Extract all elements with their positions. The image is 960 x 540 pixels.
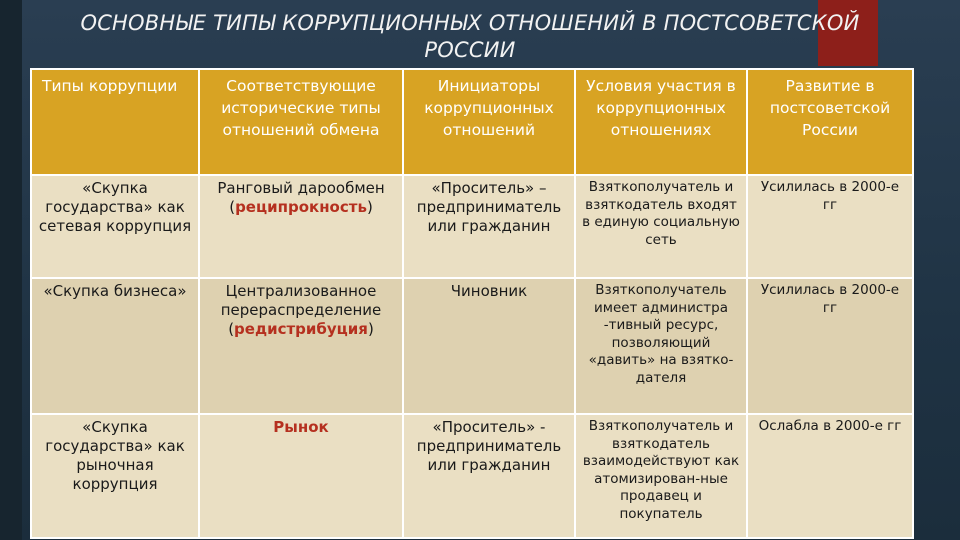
cell-development: Усилилась в 2000-е гг (747, 175, 913, 278)
header-exchange-types: Соответствующие исторические типы отношений обмена (199, 69, 403, 175)
exchange-text: Централизованное перераспределение ( (220, 282, 382, 338)
exchange-highlight: реципрокность (235, 198, 367, 216)
table-row (31, 175, 913, 278)
corruption-types-table (30, 68, 914, 539)
cell-initiators: «Проситель» – предприниматель или гражданин (403, 175, 575, 278)
cell-corruption-type: «Скупка бизнеса» (31, 278, 199, 414)
cell-development: Ослабла в 2000-е гг (747, 414, 913, 538)
table-header-row (31, 69, 913, 175)
left-decor-strip (0, 0, 22, 540)
cell-exchange-type (199, 175, 403, 278)
exchange-highlight: редистрибуция (234, 320, 368, 338)
exchange-suffix: ) (367, 320, 374, 338)
exchange-text: Ранговый дарообмен ( (217, 179, 385, 216)
header-development: Развитие в постсоветской России (747, 69, 913, 175)
cell-development: Усилилась в 2000-е гг (747, 278, 913, 414)
table-row (31, 278, 913, 414)
slide-title: ОСНОВНЫЕ ТИПЫ КОРРУПЦИОННЫХ ОТНОШЕНИЙ В ПОСТСОВЕТСКОЙ РОССИИ (80, 11, 860, 62)
exchange-suffix: ) (366, 198, 373, 216)
cell-exchange-type (199, 414, 403, 538)
cell-conditions: Взяткополучатель и взяткодатель входят в единую социальную сеть (575, 175, 747, 278)
header-initiators: Инициаторы коррупционных отношений (403, 69, 575, 175)
cell-corruption-type: «Скупка государства» как рыночная коррупция (31, 414, 199, 538)
cell-initiators: «Проситель» - предприниматель или гражданин (403, 414, 575, 538)
cell-conditions: Взяткополучатель и взяткодатель взаимодействуют как атомизирован-ные продавец и покупатель (575, 414, 747, 538)
table-row (31, 414, 913, 538)
cell-conditions: Взяткополучатель имеет администра -тивный ресурс, позволяющий «давить» на взятко-дателя (575, 278, 747, 414)
cell-corruption-type: «Скупка государства» как сетевая коррупция (31, 175, 199, 278)
cell-exchange-type (199, 278, 403, 414)
exchange-highlight: Рынок (273, 418, 329, 436)
cell-initiators: Чиновник (403, 278, 575, 414)
header-conditions: Условия участия в коррупционных отношениях (575, 69, 747, 175)
header-corruption-type: Типы коррупции (31, 69, 199, 175)
